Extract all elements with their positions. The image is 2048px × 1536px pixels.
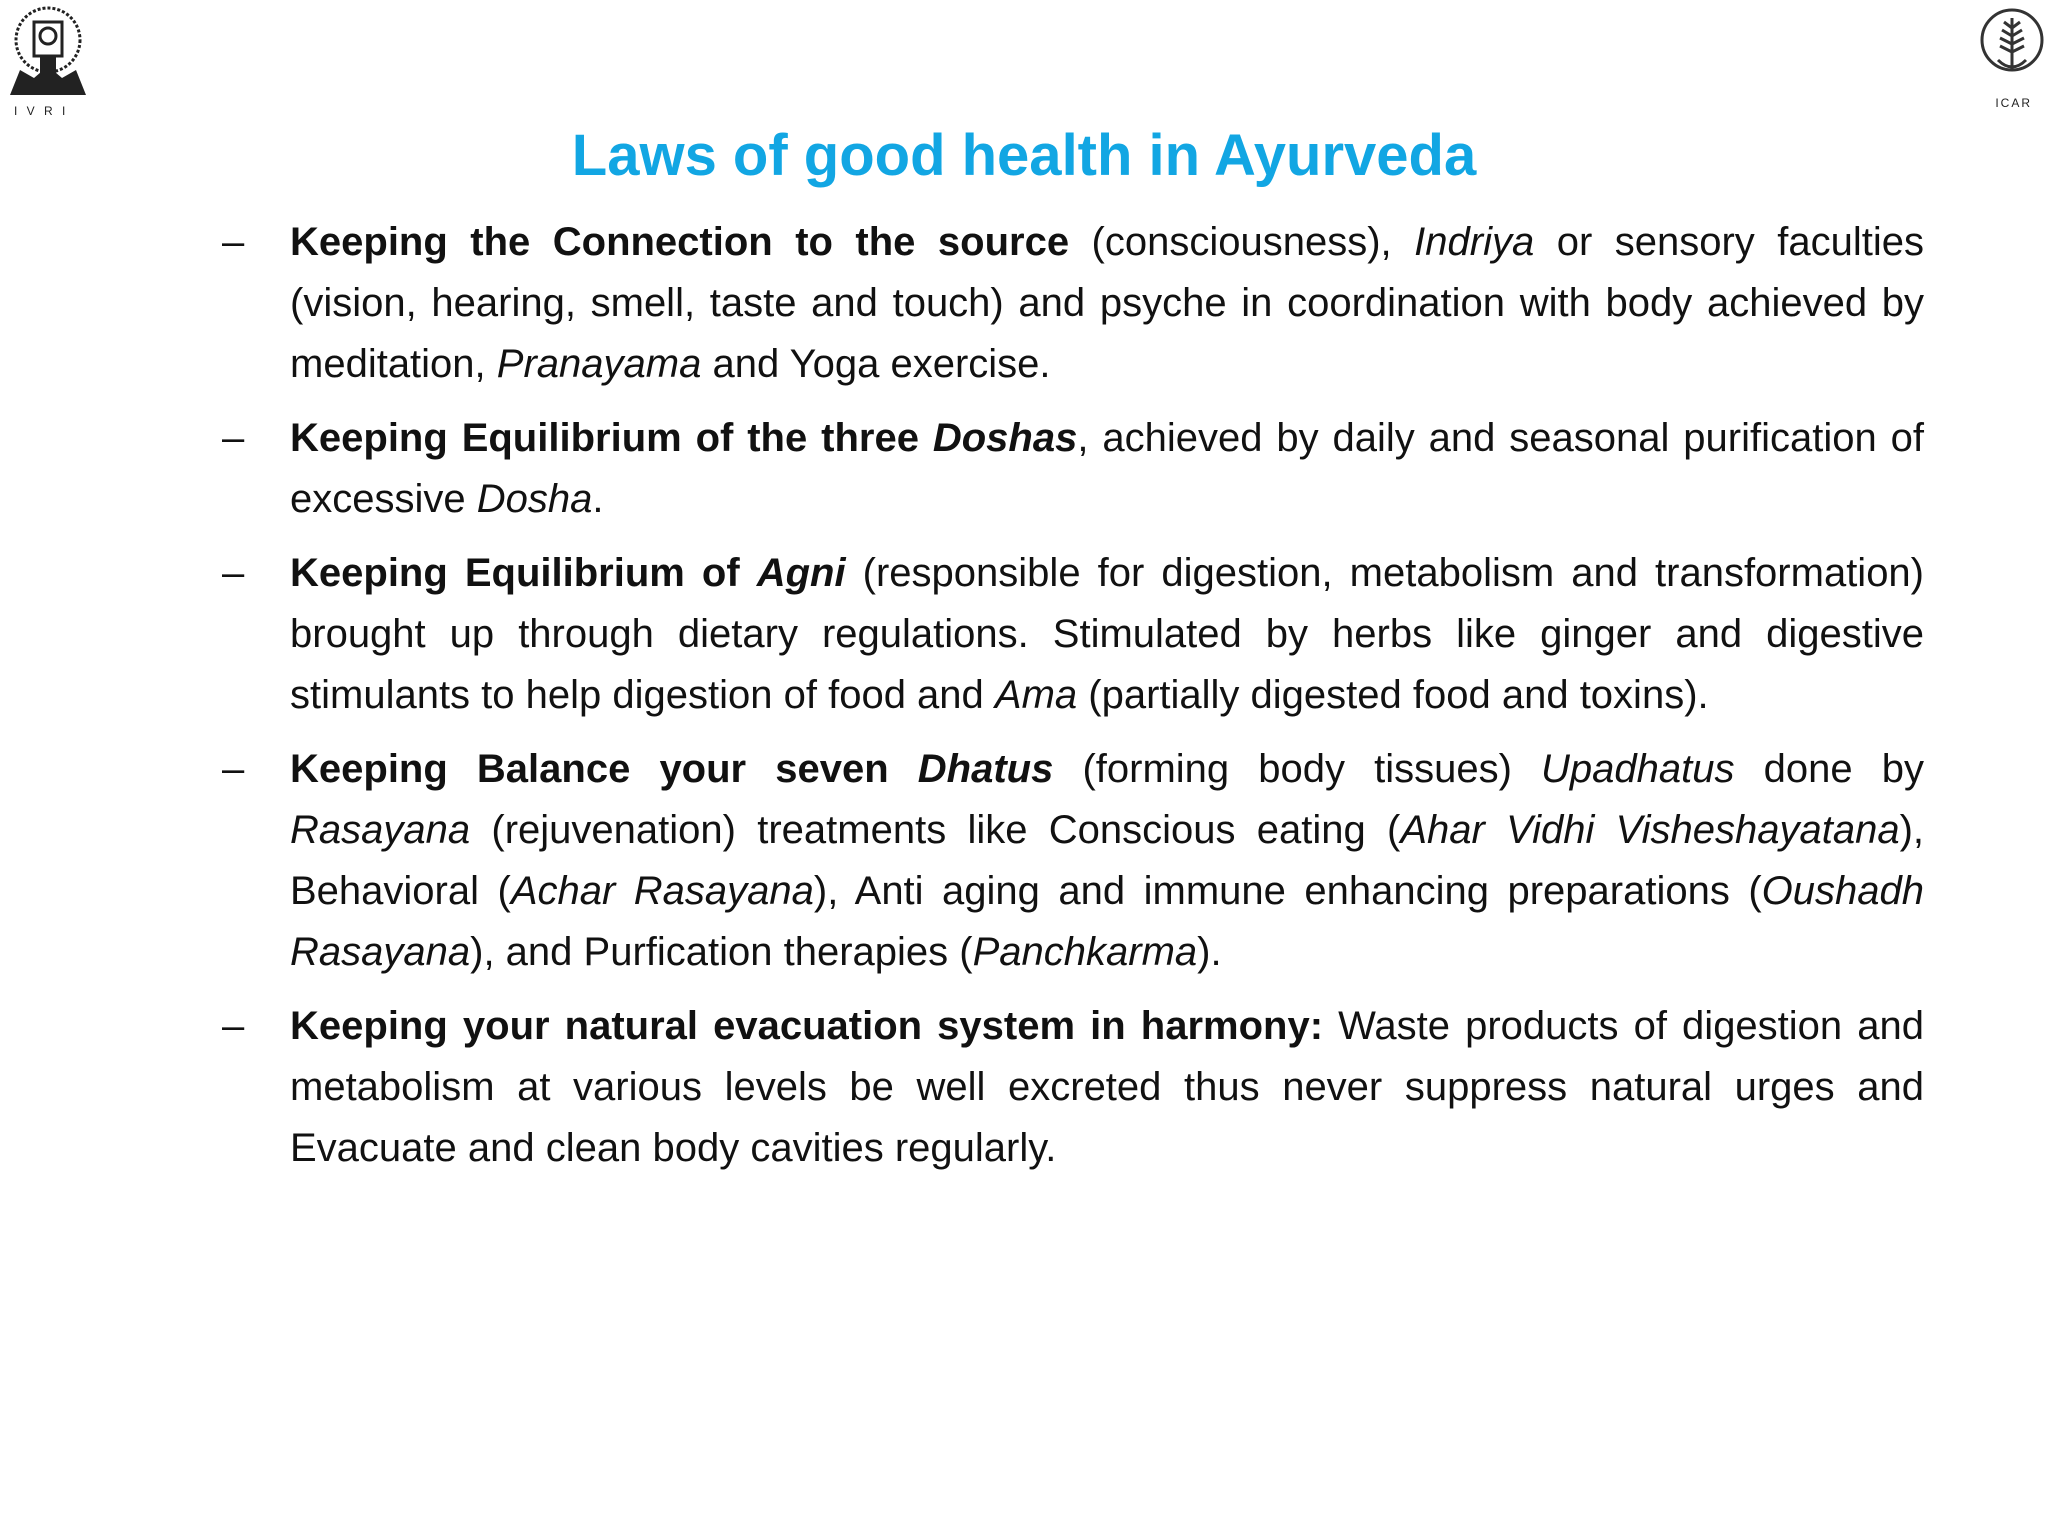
bullet-list — [222, 212, 1924, 1192]
bullet-text — [290, 543, 1924, 726]
bullet-segment: (consciousness), — [1069, 220, 1415, 264]
bullet-segment: . — [592, 477, 604, 521]
bullet-dash: – — [222, 1004, 245, 1048]
bullet-segment: Agni — [756, 551, 846, 595]
slide-title: Laws of good health in Ayurveda — [571, 123, 1477, 188]
bullet-segment: Oushadh Rasayana — [290, 869, 1924, 974]
bullet-segment: Indriya — [1414, 220, 1535, 264]
bullet-item — [222, 739, 1924, 983]
bullet-segment: Waste products of digestion and metabolism at various levels be well excreted thus never suppress natural urges and Evacuate and clean body cavities regularly. — [290, 1004, 1925, 1170]
bullet-segment: Doshas — [932, 416, 1078, 460]
bullet-dash: – — [222, 747, 245, 791]
bullet-segment: ), Anti aging and immune enhancing preparations ( — [813, 869, 1762, 913]
bullet-segment: Ahar Vidhi Visheshayatana — [1400, 808, 1900, 852]
bullet-segment: Panchkarma — [972, 930, 1198, 974]
institute-emblem-icon — [0, 0, 96, 120]
bullet-item — [222, 996, 1924, 1179]
bullet-segment: Dhatus — [917, 747, 1054, 791]
bullet-text — [290, 996, 1924, 1179]
icar-wheat-emblem-icon — [1968, 0, 2048, 110]
icar-emblem-graphic — [1968, 0, 2048, 110]
bullet-segment: Dosha — [476, 477, 593, 521]
bullet-segment: (rejuvenation) treatments like Conscious eating ( — [470, 808, 1401, 852]
bullet-segment: Keeping Equilibrium of — [290, 551, 757, 595]
bullet-segment: and Yoga exercise. — [701, 342, 1051, 386]
bullet-segment: ), and Purfication therapies ( — [470, 930, 973, 974]
bullet-text — [290, 212, 1924, 395]
bullet-dash: – — [222, 551, 245, 595]
bullet-segment: (forming body tissues) — [1053, 747, 1542, 791]
bullet-segment: Upadhatus — [1541, 747, 1735, 791]
right-logo-caption: ICAR — [1995, 96, 2032, 110]
bullet-text — [290, 408, 1924, 530]
bullet-segment: Ama — [994, 673, 1078, 717]
bullet-item — [222, 408, 1924, 530]
bullet-item — [222, 212, 1924, 395]
bullet-segment: Keeping your natural evacuation system in harmony: — [290, 1004, 1324, 1048]
institute-emblem-graphic — [0, 0, 96, 120]
bullet-segment: Rasayana — [290, 808, 471, 852]
bullet-segment: Pranayama — [496, 342, 702, 386]
bullet-segment: Keeping Balance your seven — [290, 747, 918, 791]
bullet-segment: , achieved by daily and seasonal purification of excessive — [290, 416, 1924, 521]
bullet-segment: Achar Rasayana — [510, 869, 814, 913]
bullet-segment: (responsible for digestion, metabolism and transformation) brought up through dietary regulations. Stimulated by herbs like ginger and digestive stimulants to help digestion of food and — [290, 551, 1925, 717]
bullet-segment: or sensory faculties (vision, hearing, smell, taste and touch) and psyche in coordination with body achieved by meditation, — [290, 220, 1925, 386]
bullet-segment: ), Behavioral ( — [290, 808, 1924, 913]
bullet-segment: ). — [1197, 930, 1222, 974]
bullet-item — [222, 543, 1924, 726]
bullet-dash: – — [222, 416, 245, 460]
bullet-text — [290, 739, 1924, 983]
left-logo-caption: I V R I — [14, 104, 69, 118]
bullet-segment: Keeping Equilibrium of the three — [290, 416, 933, 460]
bullet-segment: done by — [1734, 747, 1924, 791]
bullet-dash: – — [222, 220, 245, 264]
bullet-segment: Keeping the Connection to the source — [290, 220, 1070, 264]
bullet-segment: (partially digested food and toxins). — [1077, 673, 1709, 717]
